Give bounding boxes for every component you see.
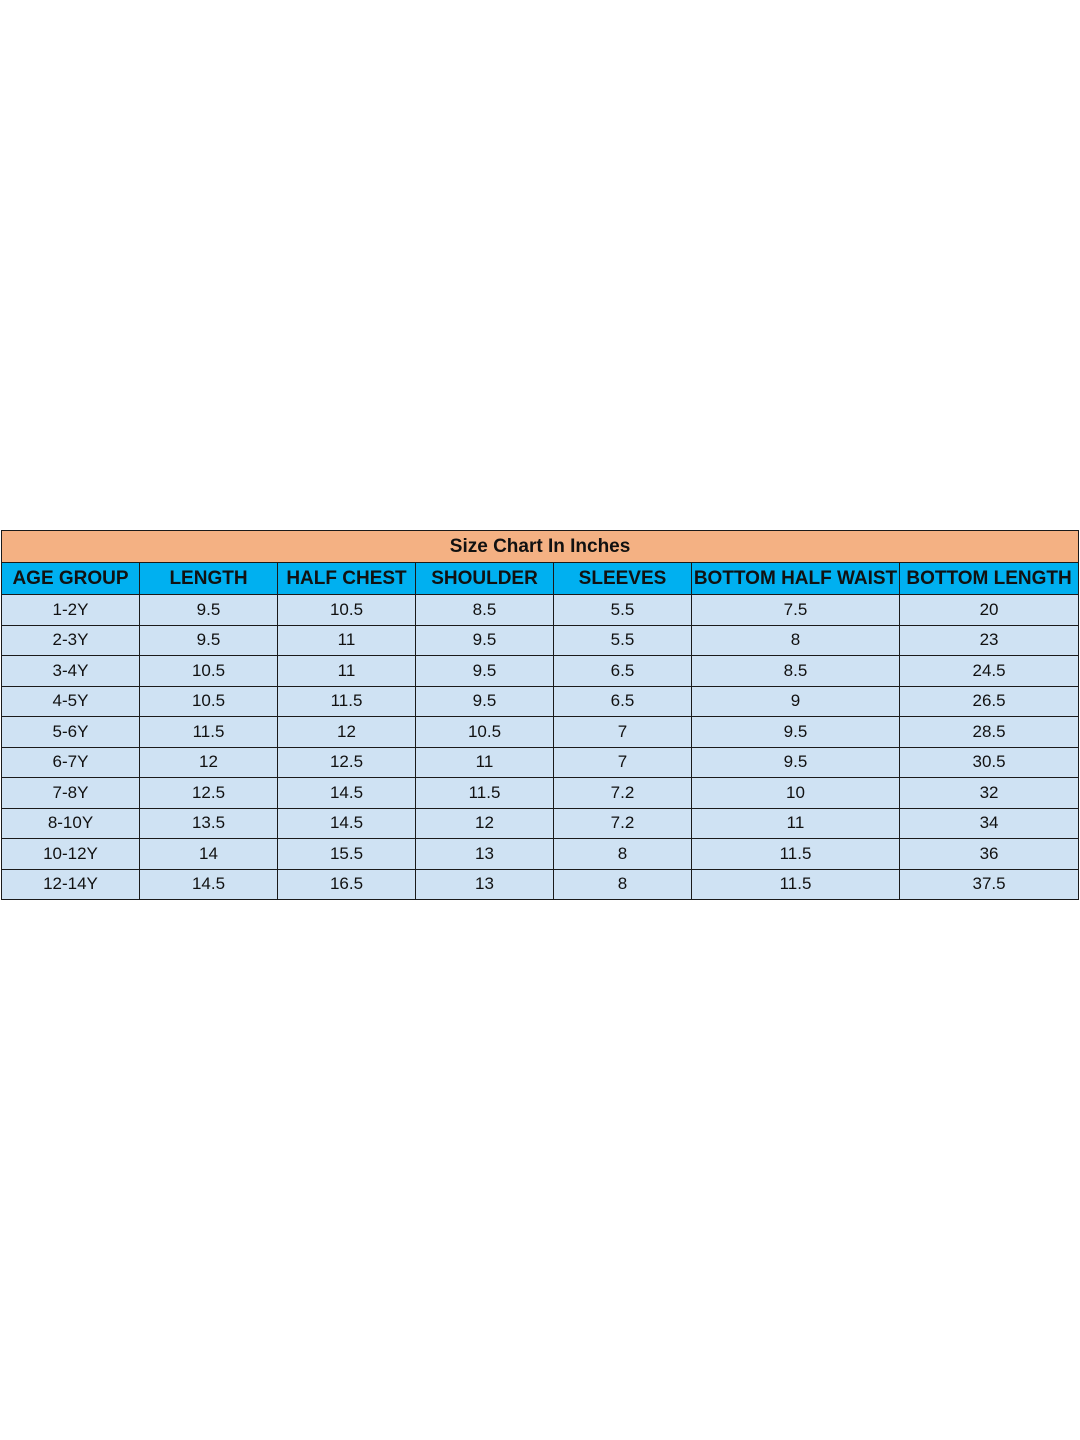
size-chart-title: Size Chart In Inches — [2, 531, 1079, 563]
measurement-cell: 13 — [416, 869, 554, 900]
measurement-cell: 11 — [278, 656, 416, 687]
measurement-cell: 9 — [692, 686, 900, 717]
age-group-cell: 12-14Y — [2, 869, 140, 900]
column-header: HALF CHEST — [278, 563, 416, 595]
table-row — [2, 595, 1079, 626]
measurement-cell: 10.5 — [278, 595, 416, 626]
measurement-cell: 13 — [416, 839, 554, 870]
age-group-cell: 5-6Y — [2, 717, 140, 748]
age-group-cell: 6-7Y — [2, 747, 140, 778]
measurement-cell: 11 — [278, 625, 416, 656]
measurement-cell: 11.5 — [416, 778, 554, 809]
age-group-cell: 3-4Y — [2, 656, 140, 687]
table-row — [2, 686, 1079, 717]
measurement-cell: 12 — [140, 747, 278, 778]
measurement-cell: 11.5 — [692, 839, 900, 870]
measurement-cell: 9.5 — [140, 625, 278, 656]
measurement-cell: 11.5 — [278, 686, 416, 717]
measurement-cell: 7.5 — [692, 595, 900, 626]
measurement-cell: 9.5 — [416, 686, 554, 717]
measurement-cell: 9.5 — [416, 625, 554, 656]
column-header: AGE GROUP — [2, 563, 140, 595]
measurement-cell: 5.5 — [554, 625, 692, 656]
measurement-cell: 7.2 — [554, 778, 692, 809]
measurement-cell: 20 — [900, 595, 1079, 626]
measurement-cell: 12.5 — [278, 747, 416, 778]
measurement-cell: 11.5 — [140, 717, 278, 748]
measurement-cell: 8 — [554, 869, 692, 900]
measurement-cell: 34 — [900, 808, 1079, 839]
size-chart-table — [1, 530, 1079, 900]
measurement-cell: 11 — [416, 747, 554, 778]
title-row — [2, 531, 1079, 563]
age-group-cell: 2-3Y — [2, 625, 140, 656]
measurement-cell: 23 — [900, 625, 1079, 656]
measurement-cell: 11 — [692, 808, 900, 839]
age-group-cell: 7-8Y — [2, 778, 140, 809]
measurement-cell: 16.5 — [278, 869, 416, 900]
column-header: LENGTH — [140, 563, 278, 595]
measurement-cell: 14.5 — [140, 869, 278, 900]
measurement-cell: 15.5 — [278, 839, 416, 870]
column-header: BOTTOM LENGTH — [900, 563, 1079, 595]
measurement-cell: 7.2 — [554, 808, 692, 839]
measurement-cell: 10 — [692, 778, 900, 809]
table-row — [2, 656, 1079, 687]
table-row — [2, 747, 1079, 778]
measurement-cell: 24.5 — [900, 656, 1079, 687]
age-group-cell: 8-10Y — [2, 808, 140, 839]
table-row — [2, 839, 1079, 870]
table-row — [2, 869, 1079, 900]
table-row — [2, 625, 1079, 656]
measurement-cell: 5.5 — [554, 595, 692, 626]
measurement-cell: 9.5 — [140, 595, 278, 626]
measurement-cell: 6.5 — [554, 686, 692, 717]
measurement-cell: 36 — [900, 839, 1079, 870]
measurement-cell: 37.5 — [900, 869, 1079, 900]
measurement-cell: 30.5 — [900, 747, 1079, 778]
measurement-cell: 26.5 — [900, 686, 1079, 717]
age-group-cell: 10-12Y — [2, 839, 140, 870]
measurement-cell: 8 — [554, 839, 692, 870]
measurement-cell: 12.5 — [140, 778, 278, 809]
measurement-cell: 9.5 — [692, 717, 900, 748]
measurement-cell: 28.5 — [900, 717, 1079, 748]
measurement-cell: 8 — [692, 625, 900, 656]
table-row — [2, 778, 1079, 809]
measurement-cell: 8.5 — [692, 656, 900, 687]
measurement-cell: 14 — [140, 839, 278, 870]
measurement-cell: 7 — [554, 717, 692, 748]
measurement-cell: 7 — [554, 747, 692, 778]
measurement-cell: 14.5 — [278, 778, 416, 809]
measurement-cell: 6.5 — [554, 656, 692, 687]
size-chart — [1, 530, 1078, 900]
age-group-cell: 1-2Y — [2, 595, 140, 626]
column-header: SLEEVES — [554, 563, 692, 595]
measurement-cell: 10.5 — [140, 656, 278, 687]
measurement-cell: 10.5 — [416, 717, 554, 748]
measurement-cell: 10.5 — [140, 686, 278, 717]
header-row — [2, 563, 1079, 595]
column-header: SHOULDER — [416, 563, 554, 595]
measurement-cell: 8.5 — [416, 595, 554, 626]
measurement-cell: 12 — [416, 808, 554, 839]
table-row — [2, 808, 1079, 839]
measurement-cell: 13.5 — [140, 808, 278, 839]
age-group-cell: 4-5Y — [2, 686, 140, 717]
measurement-cell: 9.5 — [692, 747, 900, 778]
measurement-cell: 32 — [900, 778, 1079, 809]
measurement-cell: 11.5 — [692, 869, 900, 900]
measurement-cell: 9.5 — [416, 656, 554, 687]
column-header: BOTTOM HALF WAIST — [692, 563, 900, 595]
table-row — [2, 717, 1079, 748]
measurement-cell: 14.5 — [278, 808, 416, 839]
measurement-cell: 12 — [278, 717, 416, 748]
